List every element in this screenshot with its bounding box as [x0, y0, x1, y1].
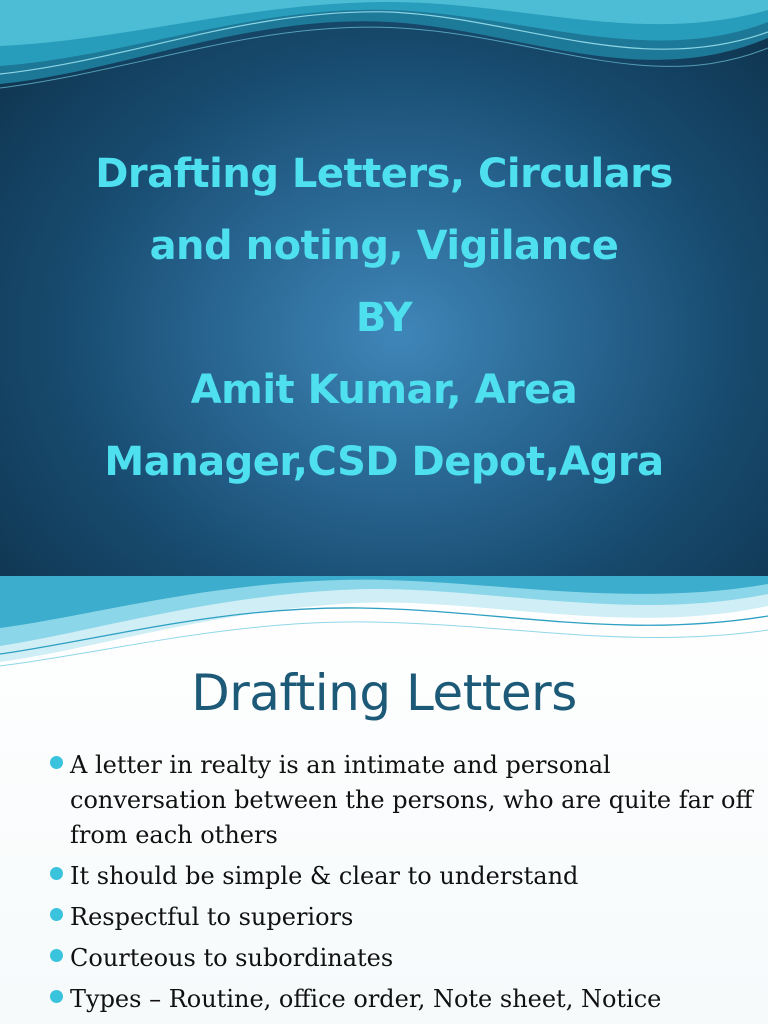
title-line: Drafting Letters, Circulars — [95, 151, 673, 197]
bullet-icon — [50, 949, 63, 962]
slide-title — [20, 138, 748, 498]
bullet-text: A letter in realty is an intimate and personal conversation between the persons, who are quite far off from each others — [70, 751, 753, 849]
slide-heading: Drafting Letters — [191, 664, 577, 722]
decorative-wave-header — [0, 0, 768, 110]
bullet-icon — [50, 867, 63, 880]
bullet-text: It should be simple & clear to understand — [70, 862, 579, 890]
title-line: Amit Kumar, Area — [190, 367, 578, 413]
list-item — [48, 900, 758, 935]
title-line: BY — [355, 295, 413, 341]
title-line: Manager,CSD Depot,Agra — [104, 439, 664, 485]
list-item — [48, 982, 758, 1017]
bullet-list — [48, 748, 758, 1023]
bullet-icon — [50, 908, 63, 921]
decorative-wave-header — [0, 576, 768, 676]
list-item — [48, 748, 758, 853]
bullet-text: Respectful to superiors — [70, 903, 354, 931]
bullet-text: Types – Routine, office order, Note sheet, Notice — [70, 985, 662, 1013]
content-slide — [0, 576, 768, 1024]
list-item — [48, 859, 758, 894]
bullet-icon — [50, 756, 63, 769]
title-line: and noting, Vigilance — [149, 223, 619, 269]
list-item — [48, 941, 758, 976]
bullet-icon — [50, 990, 63, 1003]
bullet-text: Courteous to subordinates — [70, 944, 394, 972]
